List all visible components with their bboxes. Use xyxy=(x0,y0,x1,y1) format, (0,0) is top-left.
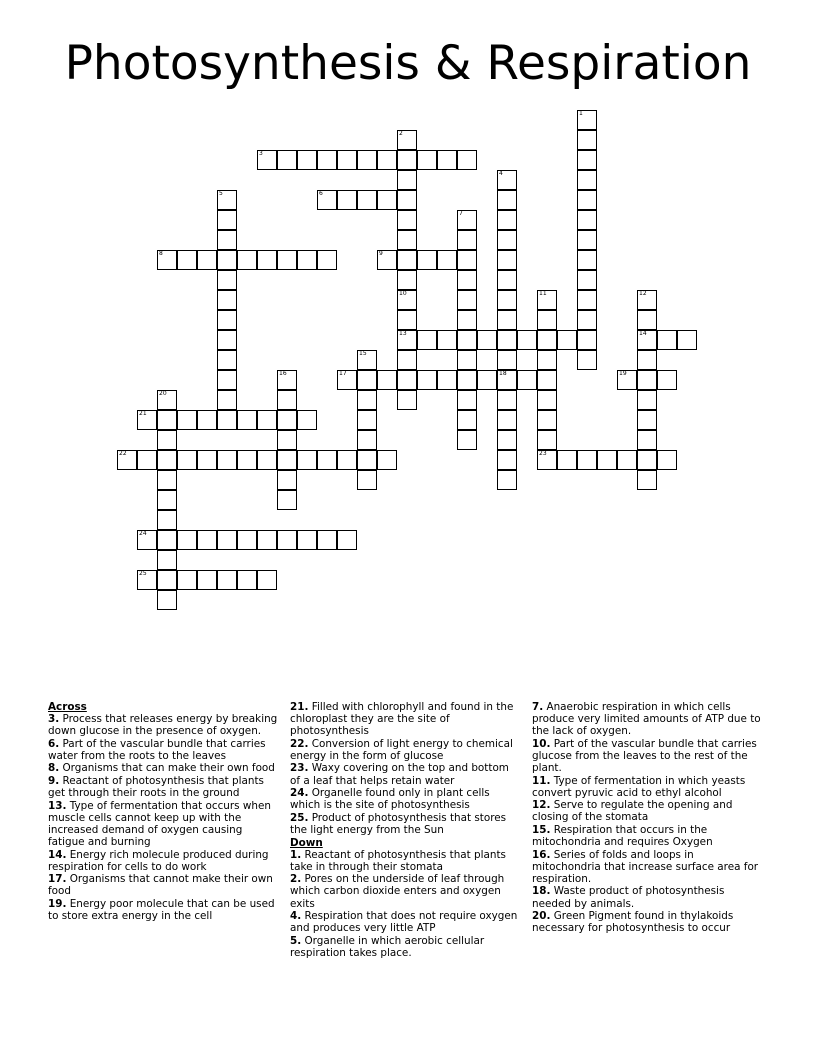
grid-cell[interactable] xyxy=(157,410,177,430)
grid-cell[interactable] xyxy=(277,470,297,490)
across-clue xyxy=(48,849,278,873)
clue-column-3 xyxy=(532,701,764,935)
grid-cell[interactable] xyxy=(157,590,177,610)
clue-number: 12 xyxy=(639,290,647,297)
grid-cell[interactable] xyxy=(157,530,177,550)
grid-cell[interactable] xyxy=(397,130,417,150)
grid-cell[interactable] xyxy=(437,150,457,170)
grid-cell[interactable] xyxy=(397,350,417,370)
clue-number: 10. xyxy=(532,737,551,750)
clue-number: 15 xyxy=(359,350,367,357)
grid-cell[interactable] xyxy=(417,330,437,350)
clue-number: 11 xyxy=(539,290,547,297)
grid-cell[interactable] xyxy=(497,170,517,190)
clue-number: 4. xyxy=(290,910,302,923)
clue-number: 1. xyxy=(290,848,302,861)
grid-cell[interactable] xyxy=(157,470,177,490)
clue-number: 20 xyxy=(159,390,167,397)
clue-number: 24 xyxy=(139,530,147,537)
grid-cell[interactable] xyxy=(637,390,657,410)
clue-number: 7. xyxy=(532,701,544,713)
grid-cell[interactable] xyxy=(557,450,577,470)
grid-cell[interactable] xyxy=(277,450,297,470)
down-clue xyxy=(532,849,764,885)
grid-cell[interactable] xyxy=(157,390,177,410)
grid-cell[interactable] xyxy=(137,570,157,590)
grid-cell[interactable] xyxy=(537,390,557,410)
grid-cell[interactable] xyxy=(397,150,417,170)
clue-number: 5. xyxy=(290,934,302,947)
grid-cell[interactable] xyxy=(597,450,617,470)
grid-cell[interactable] xyxy=(397,190,417,210)
grid-cell[interactable] xyxy=(397,310,417,330)
grid-cell[interactable] xyxy=(337,150,357,170)
grid-cell[interactable] xyxy=(277,390,297,410)
grid-cell[interactable] xyxy=(357,450,377,470)
across-clue xyxy=(48,800,278,848)
grid-cell[interactable] xyxy=(197,410,217,430)
down-clue xyxy=(532,775,764,799)
clue-number: 3 xyxy=(259,150,263,157)
grid-cell[interactable] xyxy=(577,310,597,330)
grid-cell[interactable] xyxy=(457,250,477,270)
grid-cell[interactable] xyxy=(637,450,657,470)
grid-cell[interactable] xyxy=(237,570,257,590)
grid-cell[interactable] xyxy=(237,450,257,470)
grid-cell[interactable] xyxy=(157,570,177,590)
page-title: Photosynthesis & Respiration xyxy=(64,36,752,91)
clue-text: Organelle in which aerobic cellular respiration takes place. xyxy=(290,934,485,959)
clue-number: 2. xyxy=(290,873,302,886)
grid-cell[interactable] xyxy=(197,250,217,270)
clue-number: 21. xyxy=(290,701,309,713)
grid-cell[interactable] xyxy=(497,330,517,350)
down-clue xyxy=(532,824,764,848)
grid-cell[interactable] xyxy=(557,330,577,350)
across-clue xyxy=(48,775,278,799)
grid-cell[interactable] xyxy=(537,450,557,470)
grid-cell[interactable] xyxy=(417,250,437,270)
grid-cell[interactable] xyxy=(377,150,397,170)
grid-cell[interactable] xyxy=(637,290,657,310)
grid-cell[interactable] xyxy=(157,450,177,470)
grid-cell[interactable] xyxy=(397,330,417,350)
grid-cell[interactable] xyxy=(637,370,657,390)
clue-text: Part of the vascular bundle that carries water from the roots to the leaves xyxy=(48,737,266,762)
grid-cell[interactable] xyxy=(577,210,597,230)
grid-cell[interactable] xyxy=(457,410,477,430)
grid-cell[interactable] xyxy=(117,450,137,470)
clue-text: Organelle found only in plant cells which is the site of photosynthesis xyxy=(290,787,490,812)
grid-cell[interactable] xyxy=(497,450,517,470)
clue-text: Energy rich molecule produced during respiration for cells to do work xyxy=(48,848,269,873)
across-clue xyxy=(290,738,522,762)
grid-cell[interactable] xyxy=(377,190,397,210)
clue-number: 5 xyxy=(219,190,223,197)
grid-cell[interactable] xyxy=(437,250,457,270)
grid-cell[interactable] xyxy=(357,390,377,410)
clue-column-1 xyxy=(48,701,278,923)
grid-cell[interactable] xyxy=(217,330,237,350)
down-clue xyxy=(532,701,764,737)
across-clue xyxy=(48,898,278,922)
down-clue xyxy=(532,799,764,823)
grid-cell[interactable] xyxy=(357,190,377,210)
grid-cell[interactable] xyxy=(577,230,597,250)
grid-cell[interactable] xyxy=(217,230,237,250)
clue-number: 22. xyxy=(290,737,309,750)
grid-cell[interactable] xyxy=(177,450,197,470)
grid-cell[interactable] xyxy=(457,150,477,170)
grid-cell[interactable] xyxy=(457,330,477,350)
clue-text: Series of folds and loops in mitochondria that increase surface area for respiration. xyxy=(532,848,759,885)
clue-text: Product of photosynthesis that stores the light energy from the Sun xyxy=(290,811,507,836)
grid-cell[interactable] xyxy=(497,230,517,250)
grid-cell[interactable] xyxy=(477,370,497,390)
grid-cell[interactable] xyxy=(217,250,237,270)
grid-cell[interactable] xyxy=(537,410,557,430)
grid-cell[interactable] xyxy=(517,330,537,350)
grid-cell[interactable] xyxy=(497,190,517,210)
grid-cell[interactable] xyxy=(157,250,177,270)
grid-cell[interactable] xyxy=(377,370,397,390)
clue-number: 7 xyxy=(459,210,463,217)
clue-text: Reactant of photosynthesis that plants get through their roots in the ground xyxy=(48,775,264,800)
grid-cell[interactable] xyxy=(457,210,477,230)
grid-cell[interactable] xyxy=(357,370,377,390)
grid-cell[interactable] xyxy=(457,390,477,410)
grid-cell[interactable] xyxy=(637,470,657,490)
grid-cell[interactable] xyxy=(157,550,177,570)
grid-cell[interactable] xyxy=(497,470,517,490)
grid-cell[interactable] xyxy=(577,190,597,210)
grid-cell[interactable] xyxy=(417,150,437,170)
across-clue xyxy=(48,873,278,897)
grid-cell[interactable] xyxy=(217,190,237,210)
across-clue xyxy=(290,787,522,811)
grid-cell[interactable] xyxy=(677,330,697,350)
clue-number: 17. xyxy=(48,873,67,886)
grid-cell[interactable] xyxy=(457,290,477,310)
grid-cell[interactable] xyxy=(397,250,417,270)
clue-number: 24. xyxy=(290,787,309,800)
clue-text: Conversion of light energy to chemical energy in the form of glucose xyxy=(290,737,513,762)
clue-number: 23. xyxy=(290,762,309,775)
grid-cell[interactable] xyxy=(177,410,197,430)
clue-number: 8 xyxy=(159,250,163,257)
clue-text: Green Pigment found in thylakoids necessary for photosynthesis to occur xyxy=(532,910,734,935)
grid-cell[interactable] xyxy=(337,450,357,470)
grid-cell[interactable] xyxy=(297,150,317,170)
grid-cell[interactable] xyxy=(257,410,277,430)
grid-cell[interactable] xyxy=(637,410,657,430)
grid-cell[interactable] xyxy=(497,410,517,430)
clue-number: 16 xyxy=(279,370,287,377)
grid-cell[interactable] xyxy=(637,430,657,450)
grid-cell[interactable] xyxy=(497,270,517,290)
grid-cell[interactable] xyxy=(257,150,277,170)
grid-cell[interactable] xyxy=(397,370,417,390)
grid-cell[interactable] xyxy=(157,510,177,530)
across-clue xyxy=(48,713,278,737)
grid-cell[interactable] xyxy=(217,270,237,290)
clue-number: 11. xyxy=(532,774,551,787)
clue-number: 1 xyxy=(579,110,583,117)
clue-number: 25 xyxy=(139,570,147,577)
grid-cell[interactable] xyxy=(497,430,517,450)
grid-cell[interactable] xyxy=(637,350,657,370)
grid-cell[interactable] xyxy=(317,530,337,550)
clue-number: 20. xyxy=(532,910,551,923)
grid-cell[interactable] xyxy=(397,270,417,290)
clue-text: Waste product of photosynthesis needed by animals. xyxy=(532,885,725,910)
clue-number: 17 xyxy=(339,370,347,377)
grid-cell[interactable] xyxy=(137,410,157,430)
grid-cell[interactable] xyxy=(397,390,417,410)
grid-cell[interactable] xyxy=(457,310,477,330)
across-heading: Across xyxy=(48,701,87,713)
clue-number: 25. xyxy=(290,811,309,824)
down-clue xyxy=(290,910,522,934)
grid-cell[interactable] xyxy=(217,350,237,370)
grid-cell[interactable] xyxy=(617,450,637,470)
grid-cell[interactable] xyxy=(317,150,337,170)
clue-number: 9. xyxy=(48,775,60,788)
grid-cell[interactable] xyxy=(197,530,217,550)
down-clue xyxy=(290,935,522,959)
grid-cell[interactable] xyxy=(457,350,477,370)
grid-cell[interactable] xyxy=(577,150,597,170)
grid-cell[interactable] xyxy=(217,290,237,310)
grid-cell[interactable] xyxy=(657,450,677,470)
grid-cell[interactable] xyxy=(497,310,517,330)
grid-cell[interactable] xyxy=(357,410,377,430)
grid-cell[interactable] xyxy=(397,290,417,310)
down-clue xyxy=(532,910,764,934)
grid-cell[interactable] xyxy=(457,370,477,390)
clue-number: 10 xyxy=(399,290,407,297)
clue-number: 9 xyxy=(379,250,383,257)
grid-cell[interactable] xyxy=(297,450,317,470)
grid-cell[interactable] xyxy=(477,330,497,350)
clue-number: 6 xyxy=(319,190,323,197)
clue-number: 4 xyxy=(499,170,503,177)
grid-cell[interactable] xyxy=(297,410,317,430)
clue-number: 12. xyxy=(532,799,551,812)
clue-number: 18. xyxy=(532,885,551,898)
clue-text: Serve to regulate the opening and closing of the stomata xyxy=(532,799,733,824)
down-clue xyxy=(532,738,764,774)
grid-cell[interactable] xyxy=(577,450,597,470)
grid-cell[interactable] xyxy=(437,370,457,390)
grid-cell[interactable] xyxy=(437,330,457,350)
grid-cell[interactable] xyxy=(317,190,337,210)
clue-text: Organisms that cannot make their own food xyxy=(48,873,273,898)
grid-cell[interactable] xyxy=(237,250,257,270)
grid-cell[interactable] xyxy=(577,110,597,130)
grid-cell[interactable] xyxy=(577,330,597,350)
clue-number: 3. xyxy=(48,713,60,726)
grid-cell[interactable] xyxy=(137,530,157,550)
grid-cell[interactable] xyxy=(577,350,597,370)
grid-cell[interactable] xyxy=(657,370,677,390)
clue-number: 2 xyxy=(399,130,403,137)
grid-cell[interactable] xyxy=(317,450,337,470)
grid-cell[interactable] xyxy=(537,370,557,390)
grid-cell[interactable] xyxy=(157,430,177,450)
clue-text: Organisms that can make their own food xyxy=(59,762,275,775)
grid-cell[interactable] xyxy=(577,130,597,150)
grid-cell[interactable] xyxy=(277,250,297,270)
grid-cell[interactable] xyxy=(217,410,237,430)
clue-text: Filled with chlorophyll and found in the chloroplast they are the site of photosynthesis xyxy=(290,701,514,738)
down-heading: Down xyxy=(290,836,323,849)
grid-cell[interactable] xyxy=(397,170,417,190)
across-clue xyxy=(290,812,522,836)
clue-text: Energy poor molecule that can be used to store extra energy in the cell xyxy=(48,898,275,923)
grid-cell[interactable] xyxy=(357,150,377,170)
grid-cell[interactable] xyxy=(497,210,517,230)
grid-cell[interactable] xyxy=(357,470,377,490)
clue-number: 14. xyxy=(48,848,67,861)
down-clue xyxy=(532,885,764,909)
grid-cell[interactable] xyxy=(397,210,417,230)
grid-cell[interactable] xyxy=(277,410,297,430)
clue-number: 18 xyxy=(499,370,507,377)
grid-cell[interactable] xyxy=(257,450,277,470)
grid-cell[interactable] xyxy=(277,150,297,170)
clue-number: 13. xyxy=(48,799,67,812)
grid-cell[interactable] xyxy=(337,530,357,550)
grid-cell[interactable] xyxy=(537,310,557,330)
grid-cell[interactable] xyxy=(257,250,277,270)
clue-text: Pores on the underside of leaf through which carbon dioxide enters and oxygen exits xyxy=(290,873,505,910)
clue-column-2 xyxy=(290,701,522,959)
clue-text: Anaerobic respiration in which cells produce very limited amounts of ATP due to the lack of oxygen. xyxy=(532,701,761,738)
grid-cell[interactable] xyxy=(217,390,237,410)
grid-cell[interactable] xyxy=(177,530,197,550)
grid-cell[interactable] xyxy=(317,250,337,270)
grid-cell[interactable] xyxy=(457,430,477,450)
grid-cell[interactable] xyxy=(497,390,517,410)
grid-cell[interactable] xyxy=(517,370,537,390)
clue-text: Part of the vascular bundle that carries glucose from the leaves to the rest of the plant. xyxy=(532,737,757,774)
grid-cell[interactable] xyxy=(457,270,477,290)
grid-cell[interactable] xyxy=(157,490,177,510)
grid-cell[interactable] xyxy=(377,250,397,270)
clue-number: 23 xyxy=(539,450,547,457)
clue-text: Respiration that does not require oxygen and produces very little ATP xyxy=(290,910,518,935)
across-clue xyxy=(290,762,522,786)
grid-cell[interactable] xyxy=(197,450,217,470)
across-clue xyxy=(48,738,278,762)
clue-number: 15. xyxy=(532,823,551,836)
grid-cell[interactable] xyxy=(357,350,377,370)
down-clue xyxy=(290,849,522,873)
grid-cell[interactable] xyxy=(277,370,297,390)
grid-cell[interactable] xyxy=(577,170,597,190)
grid-cell[interactable] xyxy=(497,350,517,370)
clue-text: Waxy covering on the top and bottom of a leaf that helps retain water xyxy=(290,762,509,787)
grid-cell[interactable] xyxy=(277,490,297,510)
grid-cell[interactable] xyxy=(577,290,597,310)
grid-cell[interactable] xyxy=(177,570,197,590)
grid-cell[interactable] xyxy=(537,350,557,370)
grid-cell[interactable] xyxy=(497,250,517,270)
clue-number: 19 xyxy=(619,370,627,377)
grid-cell[interactable] xyxy=(237,530,257,550)
grid-cell[interactable] xyxy=(217,370,237,390)
grid-cell[interactable] xyxy=(257,530,277,550)
grid-cell[interactable] xyxy=(537,430,557,450)
grid-cell[interactable] xyxy=(217,310,237,330)
grid-cell[interactable] xyxy=(577,270,597,290)
grid-cell[interactable] xyxy=(177,250,197,270)
grid-cell[interactable] xyxy=(137,450,157,470)
grid-cell[interactable] xyxy=(197,570,217,590)
grid-cell[interactable] xyxy=(637,330,657,350)
grid-cell[interactable] xyxy=(237,410,257,430)
grid-cell[interactable] xyxy=(537,330,557,350)
down-clue xyxy=(290,873,522,909)
grid-cell[interactable] xyxy=(537,290,557,310)
clue-text: Reactant of photosynthesis that plants take in through their stomata xyxy=(290,848,506,873)
grid-cell[interactable] xyxy=(217,530,237,550)
across-clue xyxy=(290,701,522,737)
grid-cell[interactable] xyxy=(657,330,677,350)
grid-cell[interactable] xyxy=(497,290,517,310)
grid-cell[interactable] xyxy=(377,450,397,470)
clue-text: Respiration that occurs in the mitochondria and requires Oxygen xyxy=(532,823,713,849)
grid-cell[interactable] xyxy=(217,570,237,590)
grid-cell[interactable] xyxy=(297,530,317,550)
clue-number: 8. xyxy=(48,762,60,775)
clue-number: 16. xyxy=(532,848,551,861)
clue-number: 21 xyxy=(139,410,147,417)
grid-cell[interactable] xyxy=(417,370,437,390)
grid-cell[interactable] xyxy=(337,370,357,390)
grid-cell[interactable] xyxy=(457,230,477,250)
grid-cell[interactable] xyxy=(497,370,517,390)
clue-text: Process that releases energy by breaking down glucose in the presence of oxygen. xyxy=(48,713,278,738)
grid-cell[interactable] xyxy=(617,370,637,390)
clue-text: Type of fermentation in which yeasts convert pyruvic acid to ethyl alcohol xyxy=(532,774,746,799)
grid-cell[interactable] xyxy=(637,310,657,330)
grid-cell[interactable] xyxy=(277,430,297,450)
grid-cell[interactable] xyxy=(277,530,297,550)
grid-cell[interactable] xyxy=(217,210,237,230)
grid-cell[interactable] xyxy=(217,450,237,470)
grid-cell[interactable] xyxy=(577,250,597,270)
clue-number: 13 xyxy=(399,330,407,337)
clue-number: 6. xyxy=(48,737,60,750)
clue-text: Type of fermentation that occurs when muscle cells cannot keep up with the increased demand of oxygen causing fatigue and burning xyxy=(48,799,271,849)
grid-cell[interactable] xyxy=(337,190,357,210)
grid-cell[interactable] xyxy=(397,230,417,250)
clue-number: 14 xyxy=(639,330,647,337)
clue-number: 22 xyxy=(119,450,127,457)
clue-number: 19. xyxy=(48,898,67,910)
grid-cell[interactable] xyxy=(257,570,277,590)
grid-cell[interactable] xyxy=(357,430,377,450)
across-clue xyxy=(48,762,278,774)
grid-cell[interactable] xyxy=(297,250,317,270)
